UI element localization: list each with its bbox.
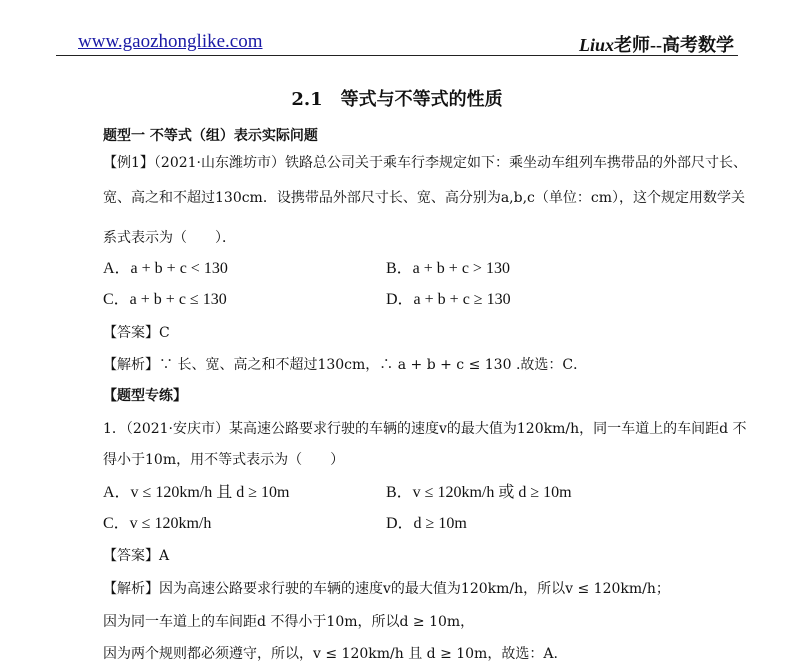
topic-heading: 题型一 不等式（组）表示实际问题 <box>103 128 318 144</box>
practice-answer: 【答案】A <box>103 548 170 564</box>
author-name: Liux <box>578 35 614 55</box>
practice-heading: 【题型专练】 <box>103 388 187 404</box>
practice-text-line-1: 1．（2021·安庆市）某高速公路要求行驶的车辆的速度v的最大值为120km/h，同一车道上的车间距d 不 <box>103 421 747 437</box>
example-text-line-1: 【例1】（2021·山东潍坊市）铁路总公司关于乘车行李规定如下：乘坐动车组列车携带品的外部尺寸长、 <box>103 155 747 171</box>
practice-text-line-2: 得小于10m，用不等式表示为（ ） <box>103 452 345 468</box>
example-text-line-3: 系式表示为（ ）． <box>103 230 236 246</box>
website-link[interactable]: www.gaozhonglike.com <box>78 31 263 52</box>
example-answer: 【答案】C <box>103 325 170 341</box>
practice-analysis-line-2: 因为同一车道上的车间距d 不得小于10m，所以d ≥ 10m， <box>103 614 475 630</box>
practice-analysis-line-3: 因为两个规则都必须遵守，所以，v ≤ 120km/h 且 d ≥ 10m，故选：A. <box>103 646 558 662</box>
example-analysis: 【解析】∵ 长、宽、高之和不超过130cm，∴ a + b + c ≤ 130 .故选：C． <box>103 357 588 373</box>
example-option-b: B．a + b + c > 130 <box>386 260 510 277</box>
example-text-line-2: 宽、高之和不超过130cm．设携带品外部尺寸长、宽、高分别为a,b,c（单位：cm），这个规定用数学关 <box>103 190 746 206</box>
header-suffix: 老师--高考数学 <box>614 35 734 55</box>
header-author-label <box>579 31 734 57</box>
practice-option-d: D．d ≥ 10m <box>386 515 467 532</box>
example-option-c: C．a + b + c ≤ 130 <box>103 291 227 308</box>
example-option-d: D．a + b + c ≥ 130 <box>386 291 511 308</box>
practice-analysis-line-1: 【解析】因为高速公路要求行驶的车辆的速度v的最大值为120km/h，所以v ≤ 120km/h； <box>103 581 670 597</box>
practice-option-a: A．v ≤ 120km/h 且 d ≥ 10m <box>103 484 290 501</box>
practice-option-c: C．v ≤ 120km/h <box>103 515 212 532</box>
practice-option-b: B．v ≤ 120km/h 或 d ≥ 10m <box>386 484 572 501</box>
section-title: 2.1 等式与不等式的性质 <box>291 89 503 110</box>
header-divider <box>56 55 738 56</box>
example-option-a: A．a + b + c < 130 <box>103 260 228 277</box>
